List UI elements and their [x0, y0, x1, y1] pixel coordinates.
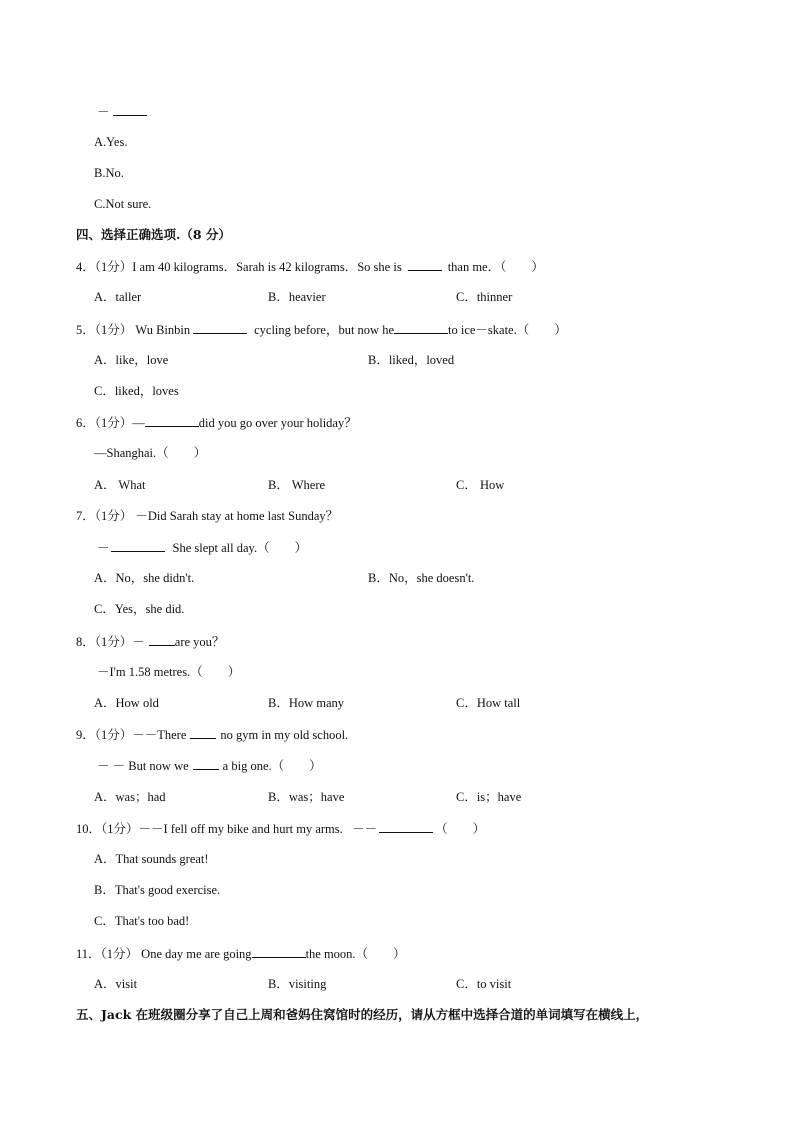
q9-line2-text-a: － － But now we	[97, 759, 189, 773]
q7-option-b[interactable]: B．No，she doesn't.	[368, 571, 475, 585]
q9-text-a: no gym in my old school.	[220, 728, 349, 742]
q10-number: 10．（1分）－－I fell off my bike and hurt my arms.	[76, 822, 343, 836]
q4-number: 4．（1分）	[76, 260, 133, 274]
q6-blank[interactable]	[145, 414, 199, 427]
q6-option-a[interactable]: A． What	[94, 478, 146, 492]
q11-number: 11．（1分）	[76, 947, 139, 961]
q10-blank[interactable]	[379, 820, 433, 833]
prev-option-b[interactable]: B.No.	[94, 166, 124, 180]
q7-blank[interactable]	[111, 539, 165, 552]
q9-line2-text-b: a big one.（ ）	[222, 759, 322, 773]
q4-option-c[interactable]: C．thinner	[456, 290, 513, 304]
q7-text-a: －Did Sarah stay at home last Sunday？	[135, 509, 339, 523]
q10-option-b[interactable]: B．That's good exercise.	[94, 883, 221, 897]
q10-option-a[interactable]: A．That sounds great!	[94, 852, 209, 866]
q5-option-a[interactable]: A．like，love	[94, 353, 169, 367]
q11-option-c[interactable]: C．to visit	[456, 977, 512, 991]
question-6	[76, 414, 357, 431]
q8-answer-line: －I'm 1.58 metres.（ ）	[97, 665, 241, 679]
q7-option-a[interactable]: A．No，she didn't.	[94, 571, 195, 585]
q6-text-a: did you go over your holiday？	[198, 416, 357, 430]
q10-text-b: （ ）	[435, 822, 486, 836]
q6-answer-line: —Shanghai.（ ）	[94, 446, 207, 460]
q5-blank-1[interactable]	[193, 321, 247, 334]
q9-blank-1[interactable]	[190, 726, 216, 739]
q7-answer-line	[97, 539, 307, 556]
q5-blank-2[interactable]	[394, 321, 448, 334]
answer-blank[interactable]	[113, 103, 147, 116]
prev-option-a[interactable]: A.Yes.	[94, 135, 128, 149]
prev-option-c[interactable]: C.Not sure.	[94, 197, 152, 211]
question-10	[76, 820, 485, 837]
q7-number: 7．（1分）	[76, 509, 133, 523]
q11-blank[interactable]	[252, 945, 306, 958]
question-4	[76, 258, 544, 275]
q7-line2-text: She slept all day.（ ）	[172, 541, 308, 555]
q4-blank[interactable]	[408, 258, 442, 271]
q7-option-c[interactable]: C．Yes，she did.	[94, 602, 185, 616]
prev-answer-line	[97, 103, 150, 120]
q5-option-c[interactable]: C．liked，loves	[94, 384, 179, 398]
q8-option-b[interactable]: B．How many	[268, 696, 345, 710]
q6-option-c[interactable]: C． How	[456, 478, 505, 492]
q5-text-b: cycling before，but now he	[254, 323, 394, 337]
q11-option-b[interactable]: B．visiting	[268, 977, 327, 991]
question-9	[76, 726, 348, 743]
q9-blank-2[interactable]	[193, 757, 219, 770]
q9-option-b[interactable]: B．was；have	[268, 790, 345, 804]
q11-text-b: the moon.（ ）	[305, 947, 406, 961]
question-8	[76, 633, 224, 650]
q8-blank[interactable]	[149, 633, 175, 646]
section5-title: 五、Jack 在班级圈分享了自己上周和爸妈住窝馆时的经历，请从方框中选择合道的单词填写在横线上，	[76, 1007, 649, 1022]
q6-number: 6．（1分）—	[76, 416, 145, 430]
q8-option-a[interactable]: A．How old	[94, 696, 159, 710]
q6-option-b[interactable]: B． Where	[268, 478, 326, 492]
q10-option-c[interactable]: C．That's too bad!	[94, 914, 190, 928]
q4-text-a: I am 40 kilograms．Sarah is 42 kilograms．So she is	[132, 260, 402, 274]
q8-number: 8．（1分）－	[76, 635, 145, 649]
q9-number: 9．（1分）－－There	[76, 728, 187, 742]
q7-dash: －	[97, 541, 110, 555]
q8-option-c[interactable]: C．How tall	[456, 696, 521, 710]
q9-answer-line	[97, 757, 322, 774]
q5-text-a: Wu Binbin	[135, 323, 191, 337]
q4-option-a[interactable]: A．taller	[94, 290, 142, 304]
q5-text-c: to ice－skate.（ ）	[448, 323, 567, 337]
question-5	[76, 321, 567, 338]
q9-option-a[interactable]: A．was；had	[94, 790, 166, 804]
section4-title: 四、选择正确选项.（8 分）	[76, 227, 231, 242]
q8-text-a: are you？	[174, 635, 225, 649]
q5-number: 5．（1分）	[76, 323, 133, 337]
q11-option-a[interactable]: A．visit	[94, 977, 138, 991]
q9-option-c[interactable]: C．is；have	[456, 790, 522, 804]
question-11	[76, 945, 406, 962]
q5-option-b[interactable]: B．liked，loved	[368, 353, 455, 367]
q10-text-a: －－	[352, 822, 378, 836]
question-7	[76, 508, 338, 524]
dash: －	[97, 105, 110, 119]
q11-text-a: One day me are going	[141, 947, 252, 961]
q4-option-b[interactable]: B．heavier	[268, 290, 326, 304]
q4-text-b: than me．（ ）	[447, 260, 544, 274]
